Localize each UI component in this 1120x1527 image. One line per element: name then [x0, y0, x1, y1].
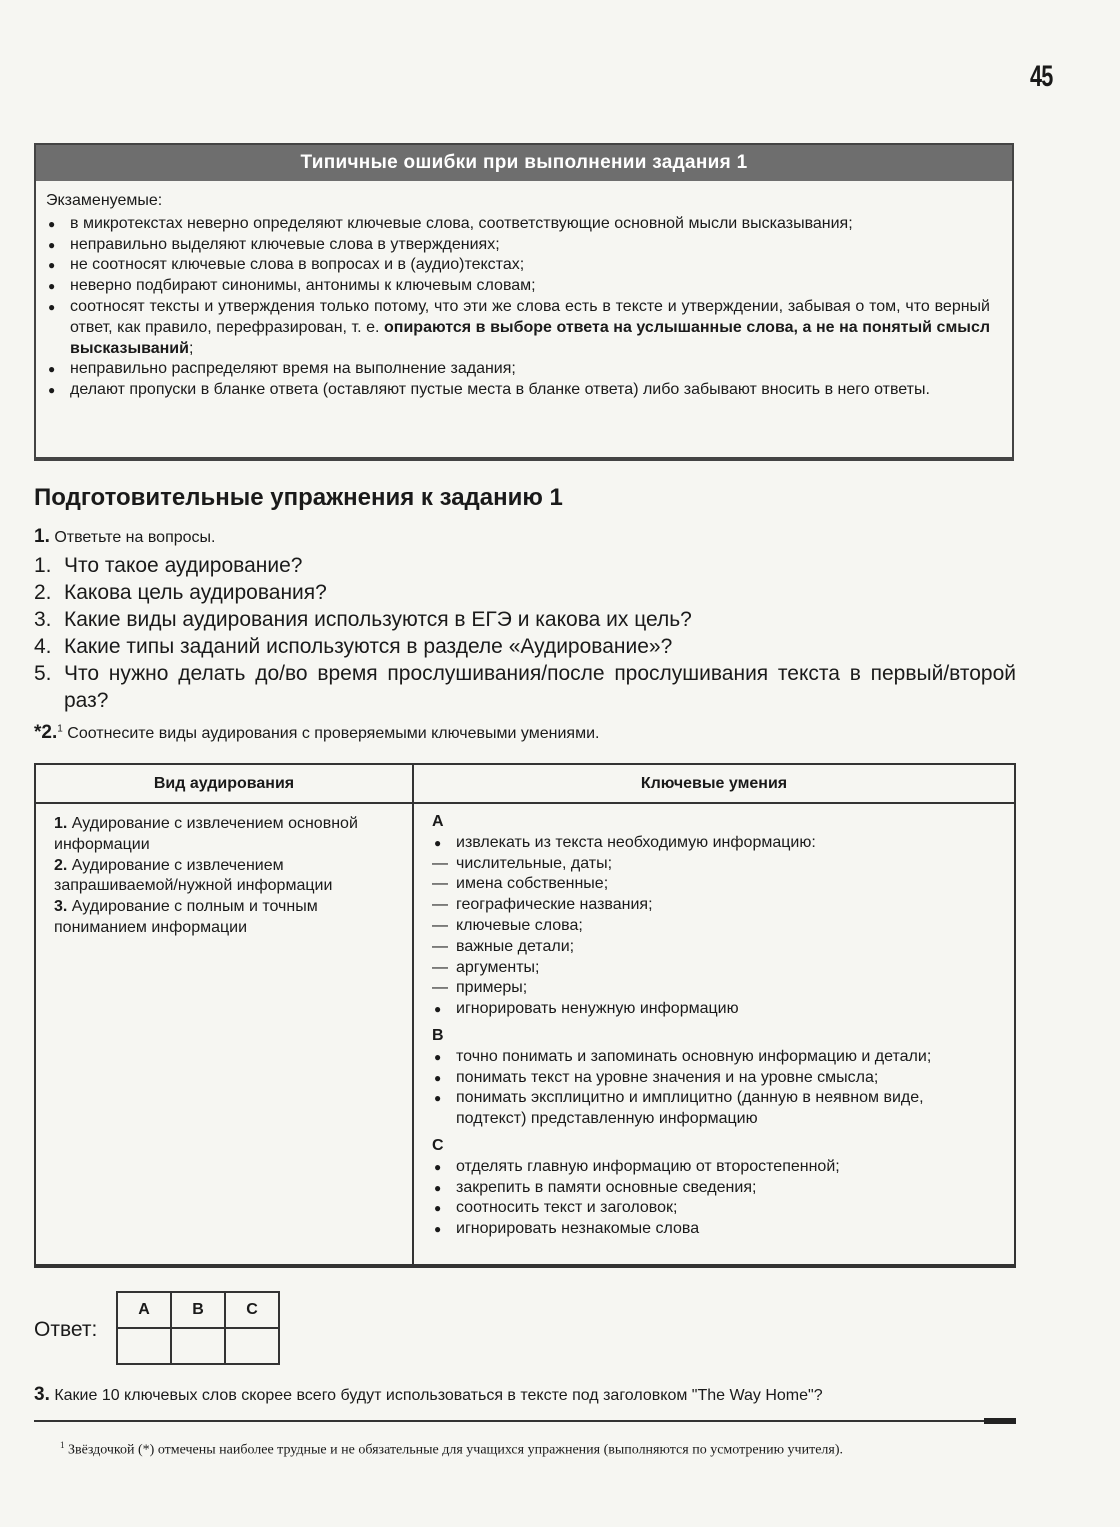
- listening-type: 3. Аудирование с полным и точным пониманием информации: [54, 898, 318, 936]
- typical-errors-title: Типичные ошибки при выполнении задания 1: [36, 145, 1012, 181]
- exercise-1: [34, 526, 1016, 714]
- error-item: ● в микротекстах неверно определяют ключевые слова, соответствующие основной мысли высказывания;: [46, 214, 990, 235]
- question-item: 1. Что такое аудирование?: [34, 554, 303, 577]
- skill-item: — аргументы;: [432, 958, 996, 979]
- answer-cell-c[interactable]: [225, 1328, 279, 1364]
- typical-errors-box: [34, 143, 1014, 461]
- error-item: ● не соотносят ключевые слова в вопросах и в (аудио)текстах;: [46, 255, 990, 276]
- error-item: ● неправильно распределяют время на выполнение задания;: [46, 359, 990, 380]
- matching-table: [34, 763, 1016, 1268]
- skill-item: — примеры;: [432, 978, 996, 999]
- skill-item: ● точно понимать и запоминать основную информацию и детали;: [432, 1047, 966, 1068]
- skill-item: — ключевые слова;: [432, 916, 996, 937]
- question-item: 3. Какие виды аудирования используются в ЕГЭ и какова их цель?: [34, 608, 692, 631]
- skill-item: ● понимать текст на уровне значения и на уровне смысла;: [432, 1068, 996, 1089]
- key-skills-cell: [414, 804, 1014, 1264]
- skill-item: — числительные, даты;: [432, 854, 996, 875]
- skill-item: ● извлекать из текста необходимую информацию:: [432, 833, 996, 854]
- exercise-instruction: Соотнесите виды аудирования с проверяемыми ключевыми умениями.: [67, 725, 600, 742]
- footnote-text: Звёздочкой (*) отмечены наиболее трудные и не обязательные для учащихся упражнения (выполняются по усмотрению учителя).: [68, 1442, 843, 1458]
- answer-column-header: B: [171, 1292, 225, 1328]
- answer-column-header: A: [117, 1292, 171, 1328]
- footnote-mark: 1: [57, 723, 63, 735]
- skill-item: ● закрепить в памяти основные сведения;: [432, 1178, 996, 1199]
- skill-item: — имена собственные;: [432, 874, 996, 895]
- skill-group-a: A ● извлекать из текста необходимую информацию: — числительные, даты; — имена собственные; — географические названия; — ключевые слова; — важные детали; — аргументы; — примеры; ● игнорировать ненужную информацию: [432, 812, 996, 1020]
- exercise-number: 3.: [34, 1384, 50, 1405]
- error-item: ● неправильно выделяют ключевые слова в утверждениях;: [46, 235, 990, 256]
- question-item: 5. Что нужно делать до/во время прослушивания/после прослушивания текста в первый/второй раз?: [34, 662, 1016, 712]
- footnote-divider: [34, 1420, 984, 1422]
- listening-type: 2. Аудирование с извлечением запрашиваемой/нужной информации: [54, 856, 333, 895]
- error-item: ● соотносят тексты и утверждения только потому, что эти же слова есть в тексте и утверждении, забывая о том, что верный ответ, как правило, перефразирован, т. е. опираются в выборе ответа на услышанные слова, а не на понятый смысл высказываний;: [46, 297, 990, 359]
- listening-type: 1. Аудирование с извлечением основной информации: [54, 815, 358, 853]
- question-list: [34, 552, 1016, 714]
- footnote: [34, 1436, 1016, 1460]
- answer-cell-b[interactable]: [171, 1328, 225, 1364]
- skill-group-b: B ● точно понимать и запоминать основную информацию и детали; ● понимать текст на уровне значения и на уровне смысла; ● понимать эксплицитно и имплицитно (данную в неявном виде, подтекст) представленную информацию: [432, 1026, 996, 1130]
- listening-types-cell: [36, 804, 414, 1264]
- footnote-mark: 1: [60, 1440, 65, 1450]
- answer-grid: [116, 1291, 280, 1365]
- skill-item: ● отделять главную информацию от второстепенной;: [432, 1157, 996, 1178]
- page-number: 45: [1030, 60, 1053, 93]
- answer-label: Ответ:: [34, 1318, 98, 1341]
- skill-group-c: C ● отделять главную информацию от второстепенной; ● закрепить в памяти основные сведения; ● соотносить текст и заголовок; ● игнорировать незнакомые слова: [432, 1136, 996, 1240]
- exercise-number: 1.: [34, 526, 50, 547]
- skill-item: ● игнорировать незнакомые слова: [432, 1219, 996, 1240]
- skill-item: — географические названия;: [432, 895, 996, 916]
- answer-column-header: C: [225, 1292, 279, 1328]
- typical-errors-intro: Экзаменуемые:: [46, 192, 163, 209]
- skill-item: ● игнорировать ненужную информацию: [432, 999, 996, 1020]
- exercise-3: [34, 1384, 1016, 1406]
- skill-item: ● соотносить текст и заголовок;: [432, 1198, 996, 1219]
- exercise-instruction: Ответьте на вопросы.: [54, 529, 216, 546]
- exercise-number: *2.: [34, 722, 58, 743]
- question-item: 2. Какова цель аудирования?: [34, 581, 327, 604]
- answer-cell-a[interactable]: [117, 1328, 171, 1364]
- typical-errors-list: [46, 214, 990, 401]
- skill-item: — важные детали;: [432, 937, 996, 958]
- error-item: ● делают пропуски в бланке ответа (оставляют пустые места в бланке ответа) либо забывают вносить в него ответы.: [46, 380, 990, 401]
- footnote-divider-end: [984, 1418, 1016, 1424]
- exercise-2: [34, 722, 1016, 744]
- exercise-instruction: Какие 10 ключевых слов скорее всего будут использоваться в тексте под заголовком "The Way Home"?: [54, 1387, 823, 1404]
- error-item: ● неверно подбирают синонимы, антонимы к ключевым словам;: [46, 276, 990, 297]
- skill-item: ● понимать эксплицитно и имплицитно (данную в неявном виде, подтекст) представленную информацию: [432, 1088, 996, 1130]
- question-item: 4. Какие типы заданий используются в разделе «Аудирование»?: [34, 635, 673, 658]
- table-header-left: Вид аудирования: [36, 765, 414, 802]
- section-title: Подготовительные упражнения к заданию 1: [34, 484, 563, 511]
- table-header-right: Ключевые умения: [640, 775, 788, 792]
